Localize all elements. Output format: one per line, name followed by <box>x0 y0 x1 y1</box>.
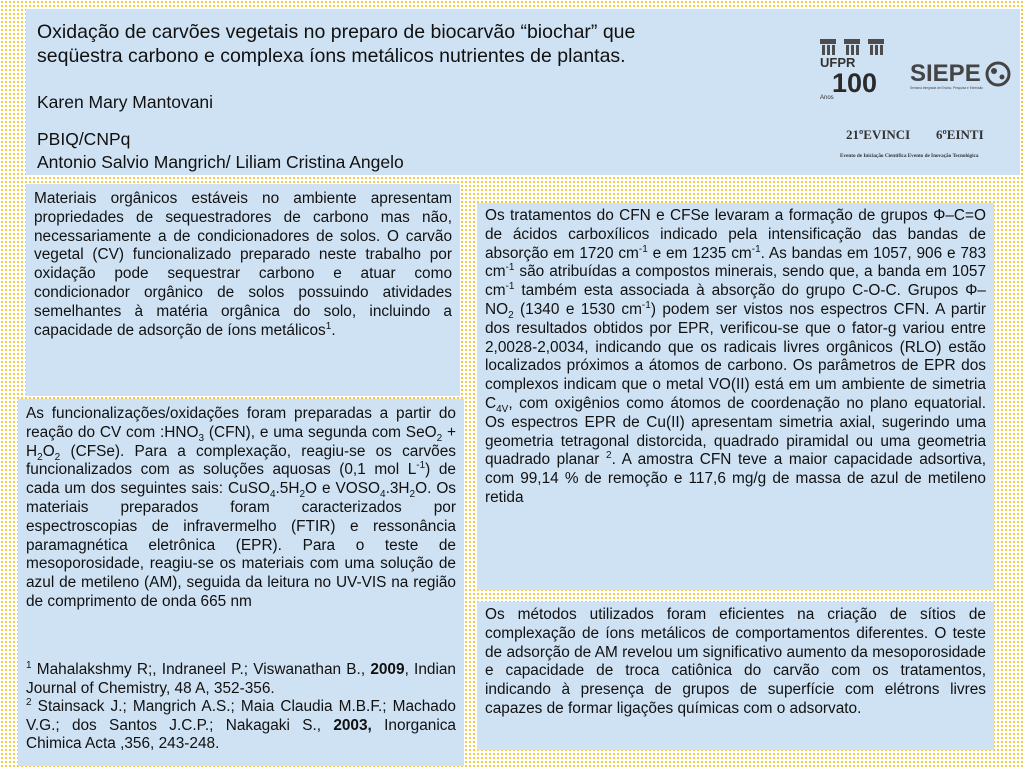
siepe-text: SIEPE <box>910 60 981 87</box>
conclusion-box <box>477 602 994 750</box>
author-name: Karen Mary Mantovani <box>37 92 214 112</box>
reference-1: $^1$ Mahalakshmy R;, Indraneel P.; Viswanathan B., 2009, Indian Journal of Chemistry, 48 A, 352-356. <box>26 659 456 697</box>
intro-box <box>26 184 460 396</box>
title-line-1: Oxidação de carvões vegetais no preparo de biocarvão “biochar” que <box>37 21 636 43</box>
event-logos <box>818 37 1018 165</box>
poster-header <box>26 9 1020 175</box>
results-box <box>477 203 994 590</box>
ufpr-sub: Anos <box>820 95 834 101</box>
advisors: Antonio Salvio Mangrich/ Liliam Cristina Angelo <box>37 152 404 172</box>
ufpr-number: 100 <box>832 68 878 98</box>
siepe-sub: Semana Integrada de Ensino, Pesquisa e Extensão <box>910 86 984 90</box>
methods-text: As funcionalizações/oxidações foram preparadas a partir do reação do CV com $:HNO_3$ (CFN), e uma segunda com $SeO_2 + H_2O_2$ (CFSe). Para a complexação, reagiu-se os carvões funcionalizados com as soluções aquosas (0,1 mol $L^{-1}$) de cada um dos seguintes sais: $CuSO_4.5H_2O$ e $VOSO_4.3H_2O$. Os materiais preparados foram caracterizados por espectroscopias de infravermelho (FTIR) e ressonância paramagnética eletrônica (EPR). Para o teste de mesoporosidade, reagiu-se os materiais com uma solução de azul de metileno (AM), seguida da leitura no UV-VIS na região de comprimento de onda 665 nm <box>26 405 456 610</box>
events-caption: Evento de Iniciação Científica Evento de Inovação Tecnológica <box>840 153 979 159</box>
title-line-2: seqüestra carbono e complexa íons metálicos nutrientes de plantas. <box>37 45 626 67</box>
einti-text: 6ºEINTI <box>936 127 984 142</box>
siepe-logo <box>910 60 1009 90</box>
poster-title <box>37 20 797 68</box>
results-text: Os tratamentos do CFN e CFSe levaram a formação de grupos Φ–C=O de ácidos carboxílicos indicado pela intensificação das bandas de absorção em 1720 $cm^{-1}$ e em 1235 $cm^{-1}$. As bandas em 1057, 906 e 783 $cm^{-1}$ são atribuídas a compostos minerais, sendo que, a banda em 1057 $cm^{-1}$ também esta associada à absorção do grupo C-O-C. Grupos $\Phi-NO_2$ (1340 e 1530 $cm^{-1}$) podem ser vistos nos espectros CFN. A partir dos resultados obtidos por EPR, verificou-se que o fator-g variou entre 2,0028-2,0034, indicando que os radicais livres orgânicos (RLO) estão localizados próximos a átomos de carbono. Os parâmetros de EPR dos complexos indicam que o metal VO(II) está em um ambiente de simetria $C_{4V}$, com oxigênios como átomos de coordenação no plano equatorial. Os espectros EPR de Cu(II) apresentam simetria axial, sugerindo uma geometria tetragonal distorcida, quadrado piramidal ou uma geometria quadrado planar $^2$. A amostra CFN teve a maior capacidade adsortiva, com 99,14 % de remoção e 117,6 mg/g de massa de azul de metileno retida <box>485 207 986 506</box>
intro-text: Materiais orgânicos estáveis no ambiente apresentam propriedades de sequestradores de carbono mas não, necessariamente a de condicionadores de solos. O carvão vegetal (CV) funcionalizado preparado neste trabalho por oxidação pode sequestrar carbono e atuar como condicionador orgânico de solos possuindo atividades semelhantes à matéria orgânica do solo, incluindo a capacidade de adsorção de íons metálicos$^1$. <box>34 190 452 339</box>
reference-2: $^2$ Stainsack J.; Mangrich A.S.; Maia Claudia M.B.F.; Machado V.G.; dos Santos J.C.P.; Nakagaki S., 2003, Inorganica Chimica Acta ,356, 243-248. <box>26 696 456 752</box>
conclusion-text: Os métodos utilizados foram eficientes na criação de sítios de complexação de íons metálicos de comportamentos diferentes. O teste de adsorção de AM revelou um significativo aumento da mesoporosidade e capacidade de troca catiônica do carvão com os tratamentos, indicando à presença de grupos de superfície com elétrons livres capazes de formar ligações químicas com o adsorvato. <box>485 606 986 717</box>
evinci-text: 21ºEVINCI <box>846 127 911 142</box>
methods-box <box>18 399 464 661</box>
institution: PBIQ/CNPq <box>37 129 131 149</box>
references-box <box>18 658 464 766</box>
ufpr-text: UFPR <box>820 55 856 70</box>
ufpr-100-logo <box>820 39 884 101</box>
evinci-einti-logo <box>840 127 984 159</box>
